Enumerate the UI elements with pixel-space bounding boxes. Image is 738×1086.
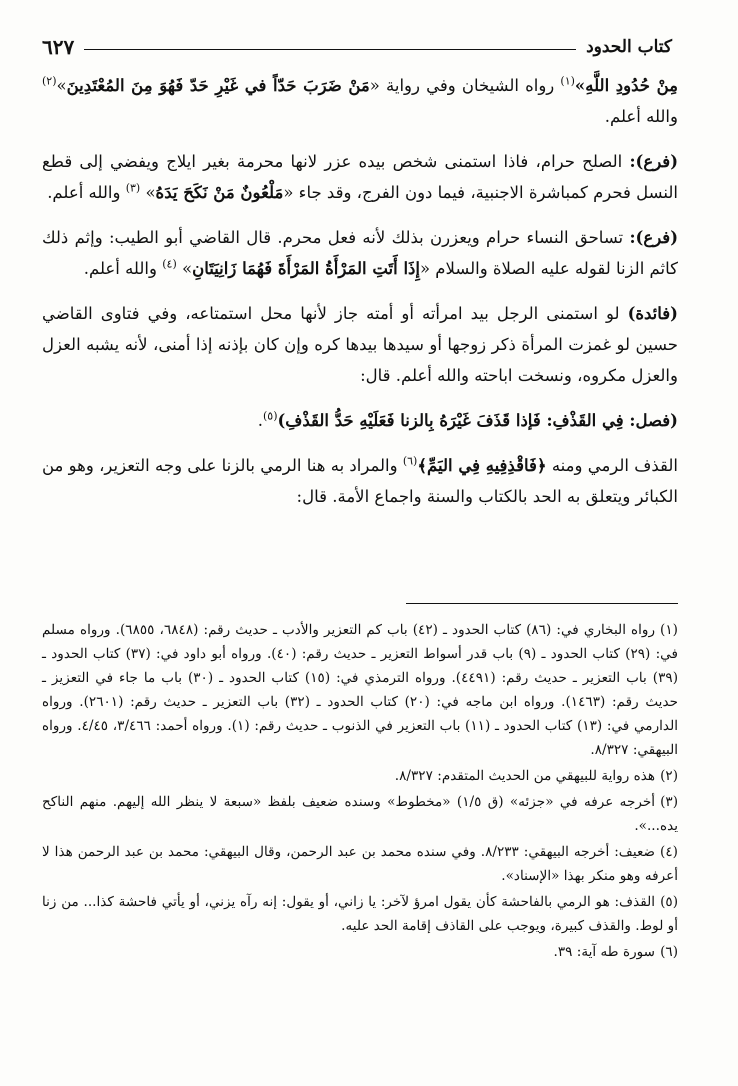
text: » — [176, 259, 193, 278]
text: » — [140, 183, 156, 202]
footnote-ref: (٦) — [402, 454, 418, 468]
text: والله أعلم. — [83, 259, 163, 278]
footnote-item — [42, 790, 678, 838]
section-label: (فرع): — [629, 152, 678, 171]
footnote-ref: (٥) — [262, 409, 278, 423]
footnote-text: القذف: هو الرمي بالفاحشة كأن يقول امرؤ لآخر: يا زاني، أو يقول: إنه رآه يزني، أو يأتي فاحشة كذا... من زنا أو لوط. والقذف كبيرة، ويوجب على القاذف إقامة الحد عليه. — [42, 894, 678, 934]
footnote-item — [42, 618, 678, 762]
footnote-ref: (١) — [560, 74, 575, 88]
footnotes — [42, 618, 678, 966]
text: تساحق النساء حرام ويعزرن بذلك لأنه فعل محرم. قال القاضي أبو الطيب: وإثم ذلك كاثم الزنا لقوله عليه الصلاة والسلام « — [42, 228, 678, 278]
paragraph-faida — [42, 298, 678, 391]
text: والمراد به هنا الرمي بالزنا على وجه التعزير، وهو من الكبائر ويتعلق به الحد بالكتاب والسنة واجماع الأمة. قال: — [42, 456, 678, 506]
footnote-number: (٥) — [660, 894, 678, 910]
matn-quote: فِي القَذْفِ: فَإذا قَذَفَ غَيْرَهُ بِالزنا فَعَلَيْهِ حَدُّ القَذْفِ — [285, 411, 624, 430]
footnote-text: سورة طه آية: ٣٩. — [553, 944, 656, 960]
text: لو استمنى الرجل بيد امرأته أو أمته جاز لأنها محل استمتاعه، وفي فتاوى القاضي حسين لو غمزت المرأة ذكر زوجها أو سيدها بيدها كره وإن كان بإذنه إذا أمنى، لأنه يشبه العزل والعزل مكروه، ونسخت اباحته والله أعلم. قال: — [42, 304, 678, 385]
chapter-title: كتاب الحدود — [586, 37, 672, 57]
running-header — [42, 34, 672, 60]
footnote-ref: (٢) — [42, 74, 57, 88]
page-number: ٦٢٧ — [42, 35, 75, 59]
text: » — [56, 76, 67, 95]
footnote-number: (٤) — [660, 844, 678, 860]
section-label: (فصل: — [623, 411, 678, 430]
footnote-ref: (٣) — [125, 181, 141, 195]
paragraph-far-istimna — [42, 146, 678, 208]
hadith-quote: مَنْ ضَرَبَ حَدّاً في غَيْرِ حَدّ فَهُوَ مِنَ المُعْتَدِينَ — [66, 76, 370, 95]
quote-fragment: مِنْ حُدُودِ اللَّهِ» — [574, 76, 679, 95]
footnote-separator — [406, 603, 678, 604]
text: والله أعلم. — [47, 183, 126, 202]
paragraph-hadith-hudud — [42, 70, 678, 132]
footnote-item — [42, 890, 678, 938]
footnote-text: أخرجه عرفه في «جزئه» (ق ١/٥) «مخطوط» وسنده ضعيف بلفظ «سبعة لا ينظر الله إليهم. منهم الناكح يده...». — [42, 794, 678, 834]
section-label: (فرع): — [629, 228, 678, 247]
hadith-quote: إِذَا أَتَتِ المَرْأَةُ المَرْأَةَ فَهُمَا زَانِيَتَانِ — [192, 259, 420, 278]
footnote-text: رواه البخاري في: (٨٦) كتاب الحدود ـ (٤٢) باب كم التعزير والأدب ـ حديث رقم: (٦٨٤٨، ٦٨٥٥). ورواه مسلم في: (٢٩) كتاب الحدود ـ (٩) باب قدر أسواط التعزير ـ حديث رقم: (٤٠). ورواه أبو داود في: (٣٧) كتاب الحدود ـ (٣٩) باب التعزير ـ حديث رقم: (٤٤٩١). ورواه الترمذي في: (١٥) كتاب الحدود ـ (٣٠) باب ما جاء في التعزيز ـ حديث رقم: (١٤٦٣). ورواه ابن ماجه في: (٢٠) كتاب الحدود ـ (٣٢) باب التعزير ـ حديث رقم: (٢٦٠١). ورواه الدارمي في: (١٣) كتاب الحدود ـ (١١) باب التعزير في الذنوب ـ حديث رقم: (١). ورواه أحمد: ٣/٤٦٦، ٤/٤٥. ورواه البيهقي: ٨/٣٢٧. — [42, 622, 678, 758]
text: الصلح حرام، فاذا استمنى شخص بيده عزر لانها محرمة بغير ايلاج ويفضي إلى قطع النسل فحرم كمباشرة الاجنبية، فيما دون الفرج، وقد جاء « — [42, 152, 678, 202]
header-rule — [84, 49, 576, 50]
section-heading-qadhf — [42, 405, 678, 436]
text: ) — [277, 411, 286, 430]
section-label: (فائدة) — [627, 304, 678, 323]
quran-quote: ﴿فَاقْذِفِيهِ فِي اليَمِّ﴾ — [417, 456, 547, 475]
footnote-ref: (٤) — [162, 257, 177, 271]
text: والله أعلم. — [604, 107, 678, 126]
footnote-item — [42, 840, 678, 888]
main-text — [42, 70, 678, 512]
footnote-number: (٢) — [660, 768, 678, 784]
footnote-number: (١) — [660, 622, 678, 638]
footnote-text: ضعيف: أخرجه البيهقي: ٨/٢٣٣. وفي سنده محمد بن عبد الرحمن، وقال البيهقي: محمد بن عبد الرحمن هذا لا أعرفه وهو منكر بهذا «الإسناد». — [42, 844, 678, 884]
footnote-item — [42, 764, 678, 788]
footnote-number: (٣) — [660, 794, 678, 810]
paragraph-qadhf-definition — [42, 450, 678, 512]
footnote-number: (٦) — [660, 944, 678, 960]
footnote-text: هذه رواية للبيهقي من الحديث المتقدم: ٨/٣٢٧. — [394, 768, 656, 784]
footnote-item — [42, 940, 678, 964]
text: . — [257, 411, 263, 430]
paragraph-far-musahaqa — [42, 222, 678, 284]
hadith-quote: مَلْعُونٌ مَنْ نَكَحَ يَدَهُ — [155, 183, 284, 202]
text: القذف الرمي ومنه — [546, 456, 678, 475]
text: رواه الشيخان وفي رواية « — [369, 76, 561, 95]
